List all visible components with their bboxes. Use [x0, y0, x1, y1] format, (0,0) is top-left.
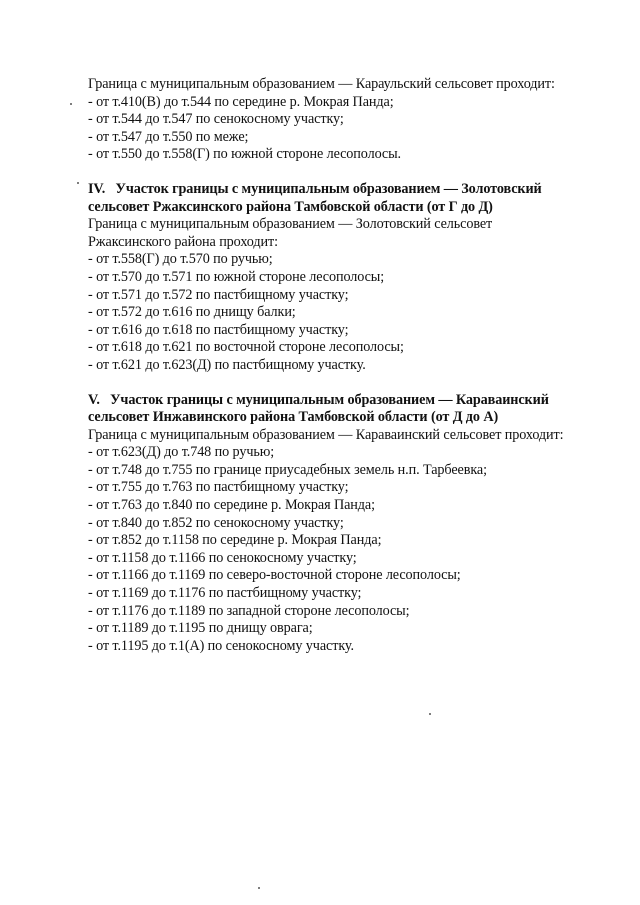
section-intro: Граница с муниципальным образованием — Караульский сельсовет проходит: [88, 76, 555, 92]
section-heading: IV. Участок границы с муниципальным образованием — Золотовский [88, 180, 542, 197]
section-spacer [88, 164, 618, 181]
list-item: - от т.410(В) до т.544 по середине р. Мокрая Панда; [88, 93, 394, 110]
list-item: - от т.547 до т.550 по меже; [88, 128, 249, 145]
list-item: - от т.1195 до т.1(А) по сенокосному участку. [88, 637, 354, 654]
list-item: - от т.852 до т.1158 по середине р. Мокрая Панда; [88, 532, 382, 549]
section-zolotovsky [88, 181, 618, 375]
list-item: - от т.1166 до т.1169 по северо-восточной стороне лесополосы; [88, 567, 461, 584]
list-item: - от т.621 до т.623(Д) по пастбищному участку. [88, 356, 366, 373]
list-item: - от т.1189 до т.1195 по днищу оврага; [88, 620, 313, 637]
section-karaulsky [88, 76, 618, 164]
list-item: - от т.550 до т.558(Г) по южной стороне лесополосы. [88, 146, 402, 163]
list-item: - от т.618 до т.621 по восточной стороне лесополосы; [88, 339, 404, 356]
list-item: - от т.572 до т.616 по днищу балки; [88, 304, 296, 321]
list-item: - от т.623(Д) до т.748 по ручью; [88, 444, 275, 461]
section-intro: Граница с муниципальным образованием — Караваинский сельсовет проходит: [88, 426, 564, 443]
section-spacer [88, 375, 618, 392]
scan-speck [77, 182, 79, 184]
list-item: - от т.748 до т.755 по границе приусадебных земель н.п. Тарбеевка; [88, 461, 487, 478]
list-item: - от т.1158 до т.1166 по сенокосному участку; [88, 549, 357, 566]
scan-speck [70, 103, 72, 105]
list-item: - от т.544 до т.547 по сенокосному участку; [88, 111, 344, 128]
section-intro: Граница с муниципальным образованием — Золотовский сельсовет [88, 216, 493, 233]
scan-speck [258, 887, 260, 889]
list-item: - от т.558(Г) до т.570 по ручью; [88, 251, 273, 268]
section-heading-continued: сельсовет Ржаксинского района Тамбовской области (от Г до Д) [88, 198, 493, 215]
list-item: - от т.755 до т.763 по пастбищному участку; [88, 479, 349, 496]
list-item: - от т.1176 до т.1189 по западной стороне лесополосы; [88, 602, 410, 619]
scan-speck [429, 713, 431, 715]
list-item: - от т.1169 до т.1176 по пастбищному участку; [88, 585, 362, 602]
section-heading: V. Участок границы с муниципальным образованием — Караваинский [88, 391, 549, 408]
list-item: - от т.571 до т.572 по пастбищному участку; [88, 286, 349, 303]
document-page [88, 76, 618, 655]
section-intro-continued: Ржаксинского района проходит: [88, 233, 278, 250]
list-item: - от т.616 до т.618 по пастбищному участку; [88, 321, 349, 338]
list-item: - от т.763 до т.840 по середине р. Мокрая Панда; [88, 497, 375, 514]
section-karavainsky [88, 392, 618, 656]
section-heading-continued: сельсовет Инжавинского района Тамбовской области (от Д до А) [88, 409, 499, 426]
list-item: - от т.840 до т.852 по сенокосному участку; [88, 514, 344, 531]
list-item: - от т.570 до т.571 по южной стороне лесополосы; [88, 268, 385, 285]
